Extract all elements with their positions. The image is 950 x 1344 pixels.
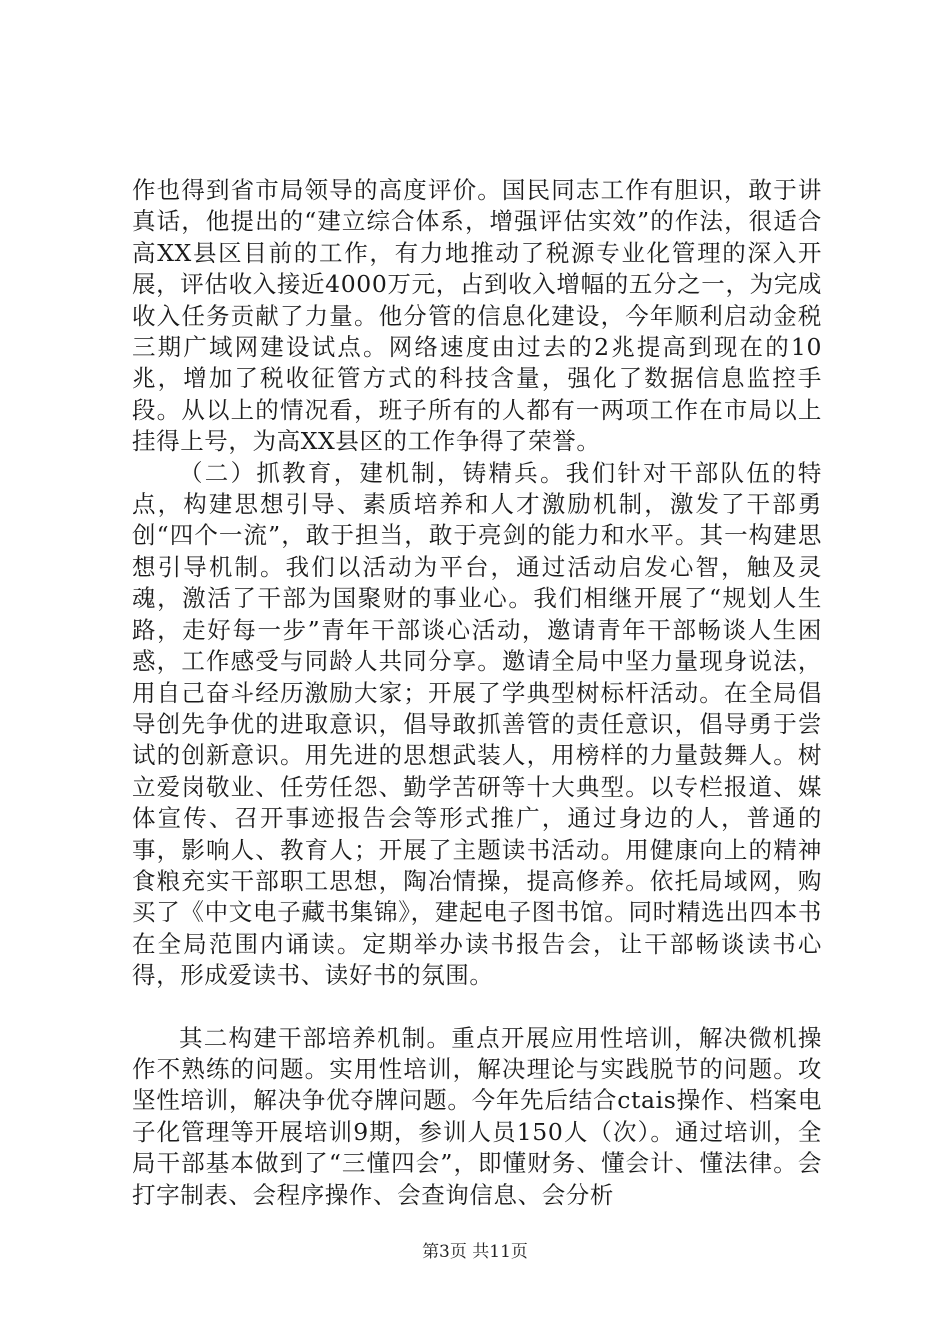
paragraph-1: 作也得到省市局领导的高度评价。国民同志工作有胆识，敢于讲真话，他提出的“建立综合体系，增强评估实效”的作法，很适合高XX县区目前的工作，有力地推动了税源专业化管理的深入开展，评估收入接近4000万元，占到收入增幅的五分之一，为完成收入任务贡献了力量。他分管的信息化建设，今年顺利启动金税三期广域网建设试点。网络速度由过去的2兆提高到现在的10兆，增加了税收征管方式的科技含量，强化了数据信息监控手段。从以上的情况看，班子所有的人都有一两项工作在市局以上挂得上号，为高XX县区的工作争得了荣誉。 [132, 176, 822, 456]
paragraph-3: 其二构建干部培养机制。重点开展应用性培训，解决微机操作不熟练的问题。实用性培训，解决理论与实践脱节的问题。攻坚性培训，解决争优夺牌问题。今年先后结合ctais操作、档案电子化管理等开展培训9期，参训人员150人（次）。通过培训，全局干部基本做到了“三懂四会”，即懂财务、懂会计、懂法律。会打字制表、会程序操作、会查询信息、会分析 [132, 1023, 822, 1209]
page-footer: 第3页 共11页 [422, 1242, 528, 1262]
document-body [132, 175, 822, 1211]
paragraph-2: （二）抓教育，建机制，铸精兵。我们针对干部队伍的特点，构建思想引导、素质培养和人才激励机制，激发了干部勇创“四个一流”，敢于担当，敢于亮剑的能力和水平。其一构建思想引导机制。我们以活动为平台，通过活动启发心智，触及灵魂，激活了干部为国聚财的事业心。我们相继开展了“规划人生路，走好每一步”青年干部谈心活动，邀请青年干部畅谈人生困惑，工作感受与同龄人共同分享。邀请全局中坚力量现身说法，用自己奋斗经历激励大家；开展了学典型树标杆活动。在全局倡导创先争优的进取意识，倡导敢抓善管的责任意识，倡导勇于尝试的创新意识。用先进的思想武装人，用榜样的力量鼓舞人。树立爱岗敬业、任劳任怨、勤学苦研等十大典型。以专栏报道、媒体宣传、召开事迹报告会等形式推广，通过身边的人，普通的事，影响人、教育人；开展了主题读书活动。用健康向上的精神食粮充实干部职工思想，陶冶情操，提高修养。依托局域网，购买了《中文电子藏书集锦》，建起电子图书馆。同时精选出四本书在全局范围内诵读。定期举办读书报告会，让干部畅谈读书心得，形成爱读书、读好书的氛围。 [132, 458, 822, 990]
